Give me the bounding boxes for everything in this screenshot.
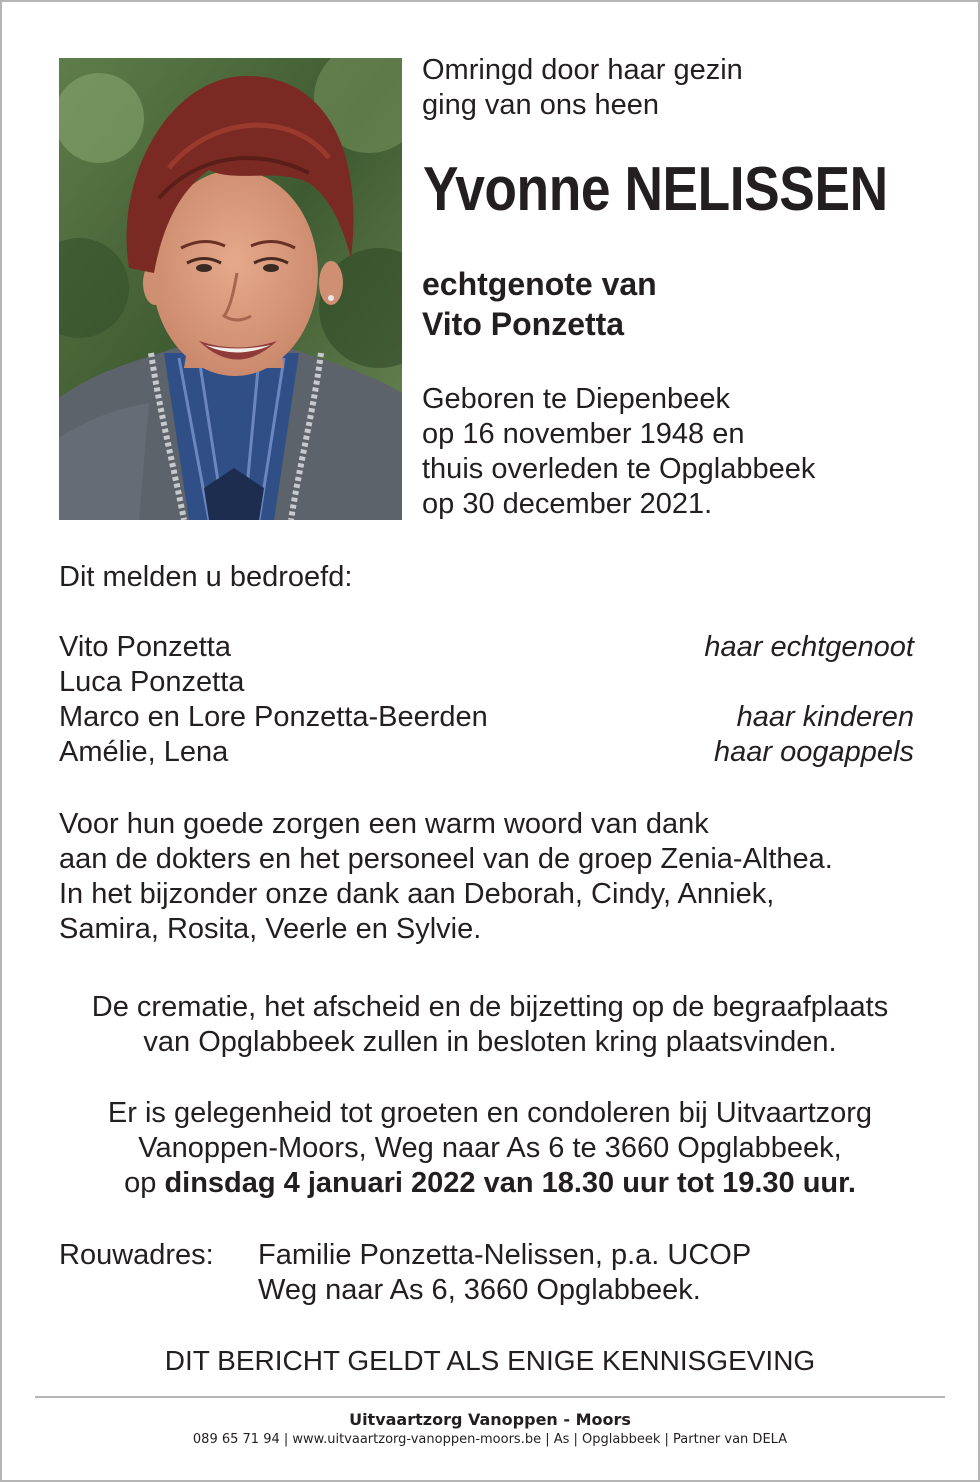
family-row [59,700,914,735]
thanks-paragraph [59,807,833,947]
address-line: Familie Ponzetta-Nelissen, p.a. UCOP [258,1239,752,1271]
birth-death-line: Geboren te Diepenbeek [422,383,730,415]
birth-death-line: op 30 december 2021. [422,488,713,520]
intro-text [422,53,743,123]
family-member-name: Vito Ponzetta [59,631,231,663]
family-relation: haar echtgenoot [704,631,914,663]
portrait-photo [59,58,402,520]
family-relation: haar kinderen [736,701,914,733]
birth-death-line: thuis overleden te Opglabbeek [422,453,816,485]
intro-line: ging van ons heen [422,89,660,121]
family-row [59,630,914,665]
birth-death-details [422,382,815,522]
mourning-address [258,1238,751,1308]
ceremony-line: De crematie, het afscheid en de bijzetting op de begraafplaats [91,991,889,1023]
footer-contact-info: 089 65 71 94 | www.uitvaartzorg-vanoppen-moors.be | As | Opglabbeek | Partner van DELA [192,1432,788,1447]
address-line: Weg naar As 6, 3660 Opglabbeek. [258,1274,701,1306]
family-relation: haar oogappels [714,736,914,768]
condolence-line: Er is gelegenheid tot groeten en condoleren bij Uitvaartzorg [107,1097,873,1129]
address-label: Rouwadres: [59,1239,214,1271]
condolence-prefix: op [124,1167,165,1199]
thanks-line: aan de dokters en het personeel van de groep Zenia-Althea. [59,843,833,875]
thanks-line: Samira, Rosita, Veerle en Sylvie. [59,913,482,945]
spouse-text [422,264,657,344]
family-row [59,735,914,770]
intro-line: Omringd door haar gezin [422,54,743,86]
condolence-line: Vanoppen-Moors, Weg naar As 6 te 3660 Opglabbeek, [138,1132,842,1164]
family-member-name: Marco en Lore Ponzetta-Beerden [59,701,488,733]
footer-company: Uitvaartzorg Vanoppen - Moors [349,1410,631,1429]
condolence-datetime-line [0,1166,980,1201]
family-member-name: Amélie, Lena [59,736,229,768]
condolence-paragraph [0,1096,980,1201]
family-row [59,665,914,700]
notice-text: DIT BERICHT GELDT ALS ENIGE KENNISGEVING [164,1345,816,1376]
spouse-name: Vito Ponzetta [422,306,625,342]
deceased-name: Yvonne NELISSEN [423,155,888,224]
birth-death-line: op 16 november 1948 en [422,418,745,450]
thanks-line: In het bijzonder onze dank aan Deborah, Cindy, Anniek, [59,878,775,910]
spouse-line: echtgenote van [422,266,657,302]
thanks-line: Voor hun goede zorgen een warm woord van dank [59,808,709,840]
announcement: Dit melden u bedroefd: [59,561,353,593]
family-member-name: Luca Ponzetta [59,666,245,698]
ceremony-paragraph [0,990,980,1060]
ceremony-line: van Opglabbeek zullen in besloten kring plaatsvinden. [143,1026,837,1058]
condolence-datetime: dinsdag 4 januari 2022 van 18.30 uur tot 19.30 uur. [164,1167,856,1199]
footer-divider [35,1396,945,1398]
